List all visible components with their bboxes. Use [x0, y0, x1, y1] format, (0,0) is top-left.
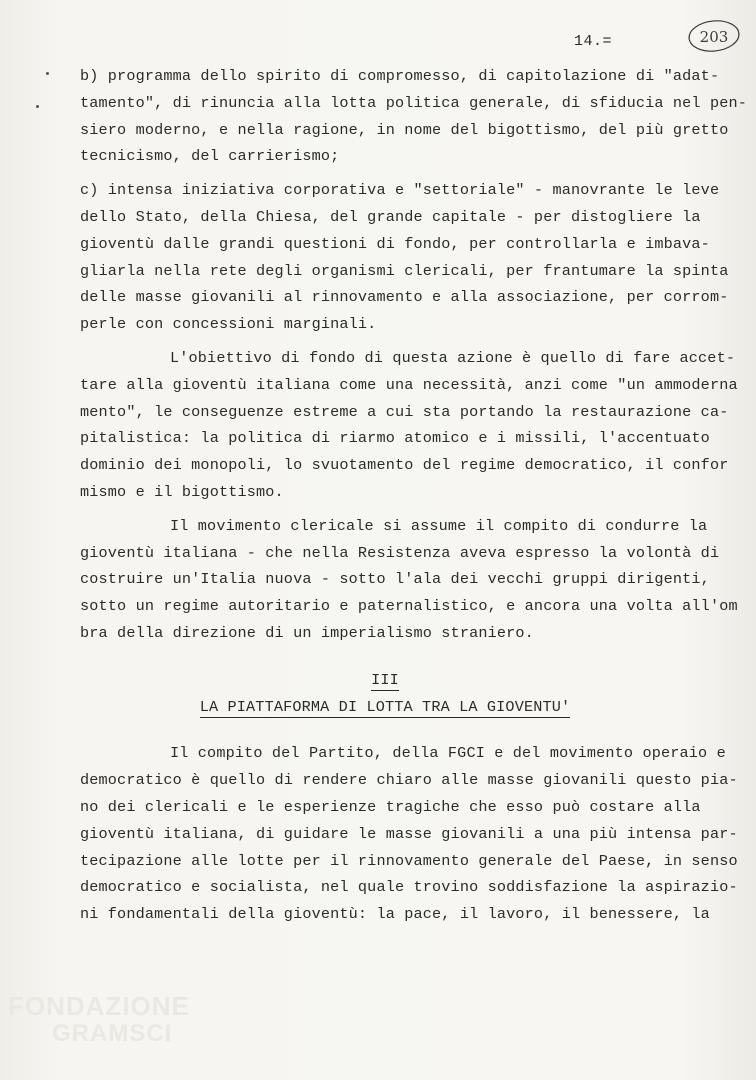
paragraph-compito [80, 740, 738, 928]
text-line: dominio dei monopoli, lo svuotamento del regime democratico, il confor [80, 456, 729, 475]
section-number [70, 667, 700, 694]
text-line: tecipazione alle lotte per il rinnovamento generale del Paese, in senso [80, 851, 738, 870]
text-line: gioventù dalle grandi questioni di fondo, per controllarla e imbava- [80, 234, 710, 253]
stamp-number: 203 [699, 28, 729, 46]
text-line: dello Stato, della Chiesa, del grande capitale - per distogliere la [80, 207, 701, 226]
watermark-line: FONDAZIONE [8, 991, 190, 1021]
text-line: delle masse giovanili al rinnovamento e alla associazione, per corrom- [80, 288, 729, 307]
watermark-line: GRAMSCI [52, 1020, 173, 1047]
section-number-text: III [371, 670, 399, 689]
text-line: pitalistica: la politica di riarmo atomico e i missili, l'accentuato [80, 429, 710, 448]
text-line: siero moderno, e nella ragione, in nome del bigottismo, del più gretto [80, 120, 729, 139]
text-line: b) programma dello spirito di compromesso, di capitolazione di "adat- [80, 67, 720, 85]
text-line: costruire un'Italia nuova - sotto l'ala dei vecchi gruppi dirigenti, [80, 570, 710, 589]
handwritten-page-stamp [686, 16, 742, 56]
paragraph-c [80, 177, 729, 338]
text-line: tare alla gioventù italiana come una necessità, anzi come "un ammoderna [80, 375, 738, 394]
text-line: gioventù italiana - che nella Resistenza aveva espresso la volontà di [80, 543, 720, 562]
text-line: tecnicismo, del carrierismo; [80, 147, 340, 166]
text-line: Il compito del Partito, della FGCI e del movimento operaio e [170, 744, 726, 763]
text-line: Il movimento clericale si assume il compito di condurre la [170, 516, 708, 535]
paragraph-obiettivo [80, 345, 738, 506]
document-body [80, 63, 748, 928]
margin-mark [36, 105, 39, 108]
text-line: mismo e il bigottismo. [80, 482, 284, 501]
text-line: democratico è quello di rendere chiaro alle masse giovanili questo pia- [80, 771, 738, 790]
text-line: gioventù italiana, di guidare le masse giovanili a una più intensa par- [80, 824, 738, 843]
margin-mark [46, 72, 49, 75]
text-line: L'obiettivo di fondo di questa azione è quello di fare accet- [170, 348, 736, 367]
text-line: ni fondamentali della gioventù: la pace, il lavoro, il benessere, la [80, 905, 710, 924]
text-line: mento", le conseguenze estreme a cui sta portando la restaurazione ca- [80, 402, 729, 421]
archive-watermark [8, 992, 190, 1048]
page-number: 14.= [574, 33, 613, 50]
text-line: perle con concessioni marginali. [80, 315, 377, 334]
section-title-text: LA PIATTAFORMA DI LOTTA TRA LA GIOVENTU' [199, 697, 571, 716]
text-line: democratico e socialista, nel quale trovino soddisfazione la aspirazio- [80, 878, 738, 897]
paragraph-movimento [80, 513, 738, 647]
text-line: c) intensa iniziativa corporativa e "settoriale" - manovrante le leve [80, 181, 720, 200]
text-line: tamento", di rinuncia alla lotta politica generale, di sfiducia nel pen- [80, 93, 748, 112]
text-line: no dei clericali e le esperienze tragiche che esso può costare alla [80, 797, 701, 816]
text-line: gliarla nella rete degli organismi clericali, per frantumare la spinta [80, 261, 729, 280]
section-title [70, 694, 700, 721]
text-line: sotto un regime autoritario e paternalistico, e ancora una volta all'om [80, 597, 738, 616]
paragraph-b [80, 63, 748, 170]
text-line: bra della direzione di un imperialismo straniero. [80, 623, 534, 642]
